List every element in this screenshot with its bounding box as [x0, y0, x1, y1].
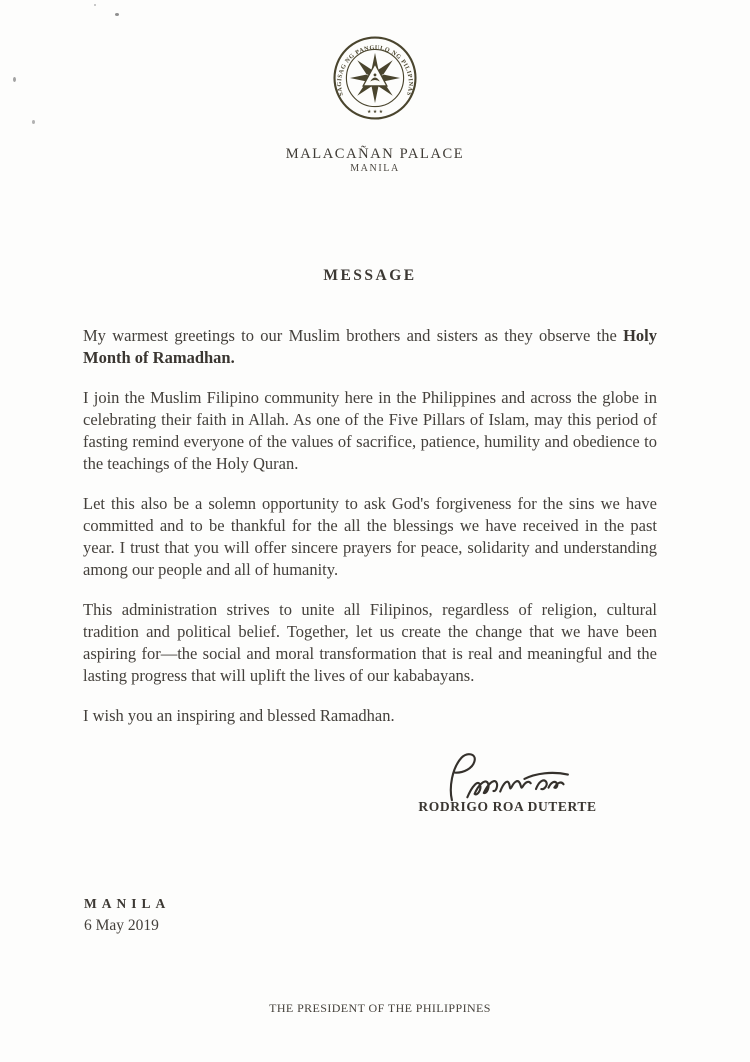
scan-speck	[94, 4, 96, 6]
paragraph-administration: This administration strives to unite all Filipinos, regardless of religion, cultural tradition and political belief. Together, let us create the change that we have been aspiring for—the social and moral transformation that is real and meaningful and the lasting progress that will uplift the lives of our kababayans.	[83, 600, 657, 685]
letterhead-palace: MALACAÑAN PALACE	[285, 146, 465, 162]
greeting-bold: Holy Month of Ramadhan.	[83, 326, 657, 367]
footer-place: MANILA	[84, 896, 171, 911]
paragraph-greeting	[83, 325, 657, 369]
greeting-text: My warmest greetings to our Muslim brothers and sisters as they observe the	[83, 326, 624, 345]
scan-speck	[32, 120, 35, 124]
letterhead-city: MANILA	[350, 163, 400, 174]
message-heading: MESSAGE	[323, 267, 417, 284]
paragraph-forgiveness: Let this also be a solemn opportunity to ask God's forgiveness for the sins we have committed and to be thankful for the all the blessings we have received in the past year. I trust that you will offer sincere prayers for peace, solidarity and understanding among our people and all of humanity.	[83, 494, 657, 579]
footer-title: THE PRESIDENT OF THE PHILIPPINES	[269, 1001, 491, 1015]
presidential-seal-icon	[330, 34, 420, 122]
scan-speck	[115, 13, 119, 16]
footer-date: 6 May 2019	[84, 917, 159, 934]
letter-body	[83, 325, 657, 745]
scan-speck	[13, 77, 16, 82]
seal-stars: ★ ★ ★	[366, 110, 384, 116]
seal-circular-text: SAGISAG NG PANGULO NG PILIPINAS	[337, 45, 413, 97]
paragraph-closing: I wish you an inspiring and blessed Ramadhan.	[83, 706, 395, 725]
paragraph-community: I join the Muslim Filipino community here in the Philippines and across the globe in celebrating their faith in Allah. As one of the Five Pillars of Islam, may this period of fasting remind everyone of the values of sacrifice, patience, humility and obedience to the teachings of the Holy Quran.	[83, 388, 657, 473]
signatory-name: RODRIGO ROA DUTERTE	[418, 799, 597, 814]
signature-image	[438, 747, 576, 805]
